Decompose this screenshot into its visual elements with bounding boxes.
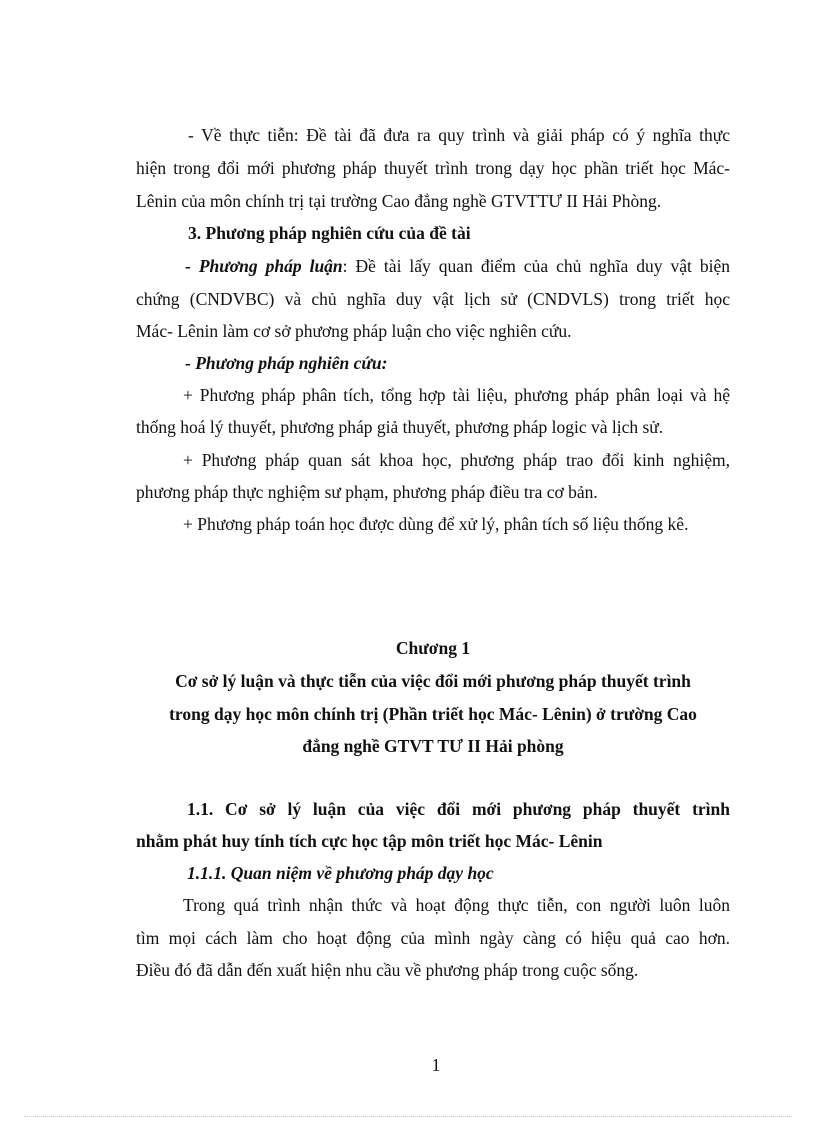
paragraph-line-2: tìm mọi cách làm cho hoạt động của mình ngày càng có hiệu quả cao hơn. bbox=[136, 928, 730, 948]
paragraph-line-1: Trong quá trình nhận thức và hoạt động thực tiễn, con người luôn luôn bbox=[183, 895, 730, 915]
method-item-1-cont: thống hoá lý thuyết, phương pháp giả thuyết, phương pháp logic và lịch sử. bbox=[136, 417, 664, 437]
methodology-line-2: chứng (CNDVBC) và chủ nghĩa duy vật lịch sử (CNDVLS) trong triết học bbox=[136, 289, 730, 309]
section-1-1-heading-line-2: nhằm phát huy tính tích cực học tập môn triết học Mác- Lênin bbox=[136, 831, 603, 851]
methodology-label: - Phương pháp luận bbox=[185, 256, 343, 276]
research-methods-label: - Phương pháp nghiên cứu: bbox=[185, 353, 388, 373]
paragraph-line-3: Điều đó đã dẫn đến xuất hiện nhu cầu về phương pháp trong cuộc sống. bbox=[136, 960, 639, 980]
methodology-line-1 bbox=[185, 255, 730, 277]
chapter-title-line-2: trong dạy học môn chính trị (Phần triết học Mác- Lênin) ở trường Cao bbox=[169, 704, 697, 724]
page-bottom-divider bbox=[24, 1116, 792, 1117]
practice-line-1: - Về thực tiễn: Đề tài đã đưa ra quy trình và giải pháp có ý nghĩa thực bbox=[188, 125, 730, 145]
page-number: 1 bbox=[431, 1055, 441, 1075]
practice-line-2: hiện trong đổi mới phương pháp thuyết trình trong dạy học phần triết học Mác- bbox=[136, 158, 730, 178]
section-1-1-heading-line-1: 1.1. Cơ sở lý luận của việc đổi mới phương pháp thuyết trình bbox=[187, 799, 730, 819]
method-item-2-cont: phương pháp thực nghiệm sư phạm, phương pháp điều tra cơ bản. bbox=[136, 482, 598, 502]
method-item-3: + Phương pháp toán học được dùng để xử lý, phân tích số liệu thống kê. bbox=[183, 514, 689, 534]
methodology-text: : Đề tài lấy quan điểm của chủ nghĩa duy vật biện bbox=[342, 256, 730, 276]
section-1-1-1-heading: 1.1.1. Quan niệm về phương pháp dạy học bbox=[187, 863, 494, 883]
chapter-title-line-1: Cơ sở lý luận và thực tiễn của việc đổi mới phương pháp thuyết trình bbox=[175, 671, 691, 691]
practice-line-3: Lênin của môn chính trị tại trường Cao đẳng nghề GTVTTƯ II Hải Phòng. bbox=[136, 191, 662, 211]
chapter-label: Chương 1 bbox=[395, 638, 471, 658]
section-3-heading: 3. Phương pháp nghiên cứu của đề tài bbox=[188, 223, 471, 243]
chapter-title-line-3: đẳng nghề GTVT TƯ II Hải phòng bbox=[302, 736, 564, 756]
method-item-1: + Phương pháp phân tích, tổng hợp tài liệu, phương pháp phân loại và hệ bbox=[183, 385, 730, 405]
methodology-line-3: Mác- Lênin làm cơ sở phương pháp luận cho việc nghiên cứu. bbox=[136, 321, 572, 341]
method-item-2: + Phương pháp quan sát khoa học, phương pháp trao đổi kinh nghiệm, bbox=[183, 450, 730, 470]
